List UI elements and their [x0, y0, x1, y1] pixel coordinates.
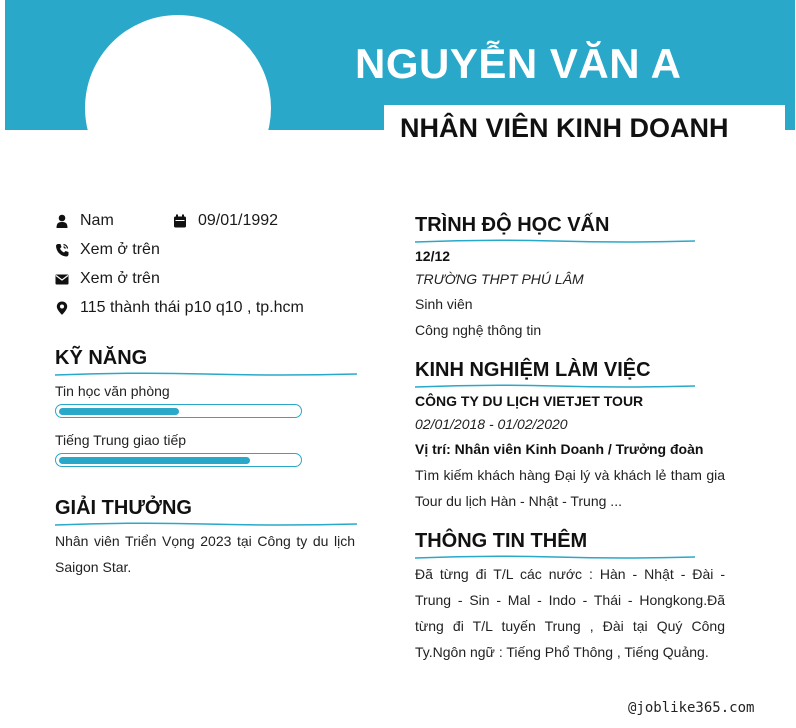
experience-company: CÔNG TY DU LỊCH VIETJET TOUR [415, 393, 644, 409]
address-value: 115 thành thái p10 q10 , tp.hcm [80, 299, 304, 316]
email-value: Xem ở trên [80, 270, 160, 287]
skill-label: Tin học văn phòng [55, 383, 170, 399]
education-title: TRÌNH ĐỘ HỌC VẤN [415, 214, 610, 236]
experience-position: Vị trí: Nhân viên Kinh Doanh / Trưởng đoàn [415, 441, 704, 457]
phone-value: Xem ở trên [80, 241, 160, 258]
extra-title: THÔNG TIN THÊM [415, 530, 588, 552]
address-row [55, 299, 304, 317]
watermark: @joblike365.com [628, 700, 755, 716]
experience-title: KINH NGHIỆM LÀM VIỆC [415, 359, 651, 381]
awards-text: Nhân viên Triển Vọng 2023 tại Công ty du lịch Saigon Star. [55, 533, 355, 575]
education-school: TRƯỜNG THPT PHÚ LÂM [415, 271, 584, 287]
gender-value: Nam [80, 212, 114, 229]
extra-text: Đã từng đi T/L các nước : Hàn - Nhật - Đài - Trung - Sin - Mal - Indo - Thái - Hongkong.Đã từng đi T/L tuyến Trung , Đài tại Quý Công Ty.Ngôn ngữ : Tiếng Phổ Thông , Tiếng Quảng. [415, 566, 725, 660]
experience-underline [415, 382, 695, 390]
skills-underline [55, 370, 357, 378]
education-underline [415, 237, 695, 245]
birthdate-value: 09/01/1992 [198, 212, 279, 229]
phone-row [55, 241, 160, 259]
gender-row [55, 212, 114, 230]
extra-underline [415, 553, 695, 561]
envelope-icon [55, 272, 69, 286]
job-title: NHÂN VIÊN KINH DOANH [400, 113, 729, 143]
skill-bar-fill [59, 408, 179, 415]
candidate-name: NGUYỄN VĂN A [355, 40, 682, 87]
awards-title: GIẢI THƯỞNG [55, 497, 192, 519]
skill-label: Tiếng Trung giao tiếp [55, 432, 187, 448]
birthdate-row [173, 212, 278, 230]
education-status: Sinh viên [415, 296, 473, 312]
email-row [55, 270, 160, 288]
skill-bar [55, 404, 302, 418]
skill-bar-fill [59, 457, 250, 464]
experience-period: 02/01/2018 - 01/02/2020 [415, 416, 568, 432]
user-icon [55, 214, 69, 228]
experience-description: Tìm kiếm khách hàng Đại lý và khách lẻ tham gia Tour du lịch Hàn - Nhật - Trung ... [415, 467, 725, 509]
awards-underline [55, 520, 357, 528]
skills-title: KỸ NĂNG [55, 347, 148, 369]
education-grade: 12/12 [415, 248, 451, 264]
skill-bar [55, 453, 302, 467]
education-major: Công nghệ thông tin [415, 322, 542, 338]
location-pin-icon [55, 301, 69, 315]
calendar-icon [173, 214, 187, 228]
phone-icon [55, 243, 69, 257]
